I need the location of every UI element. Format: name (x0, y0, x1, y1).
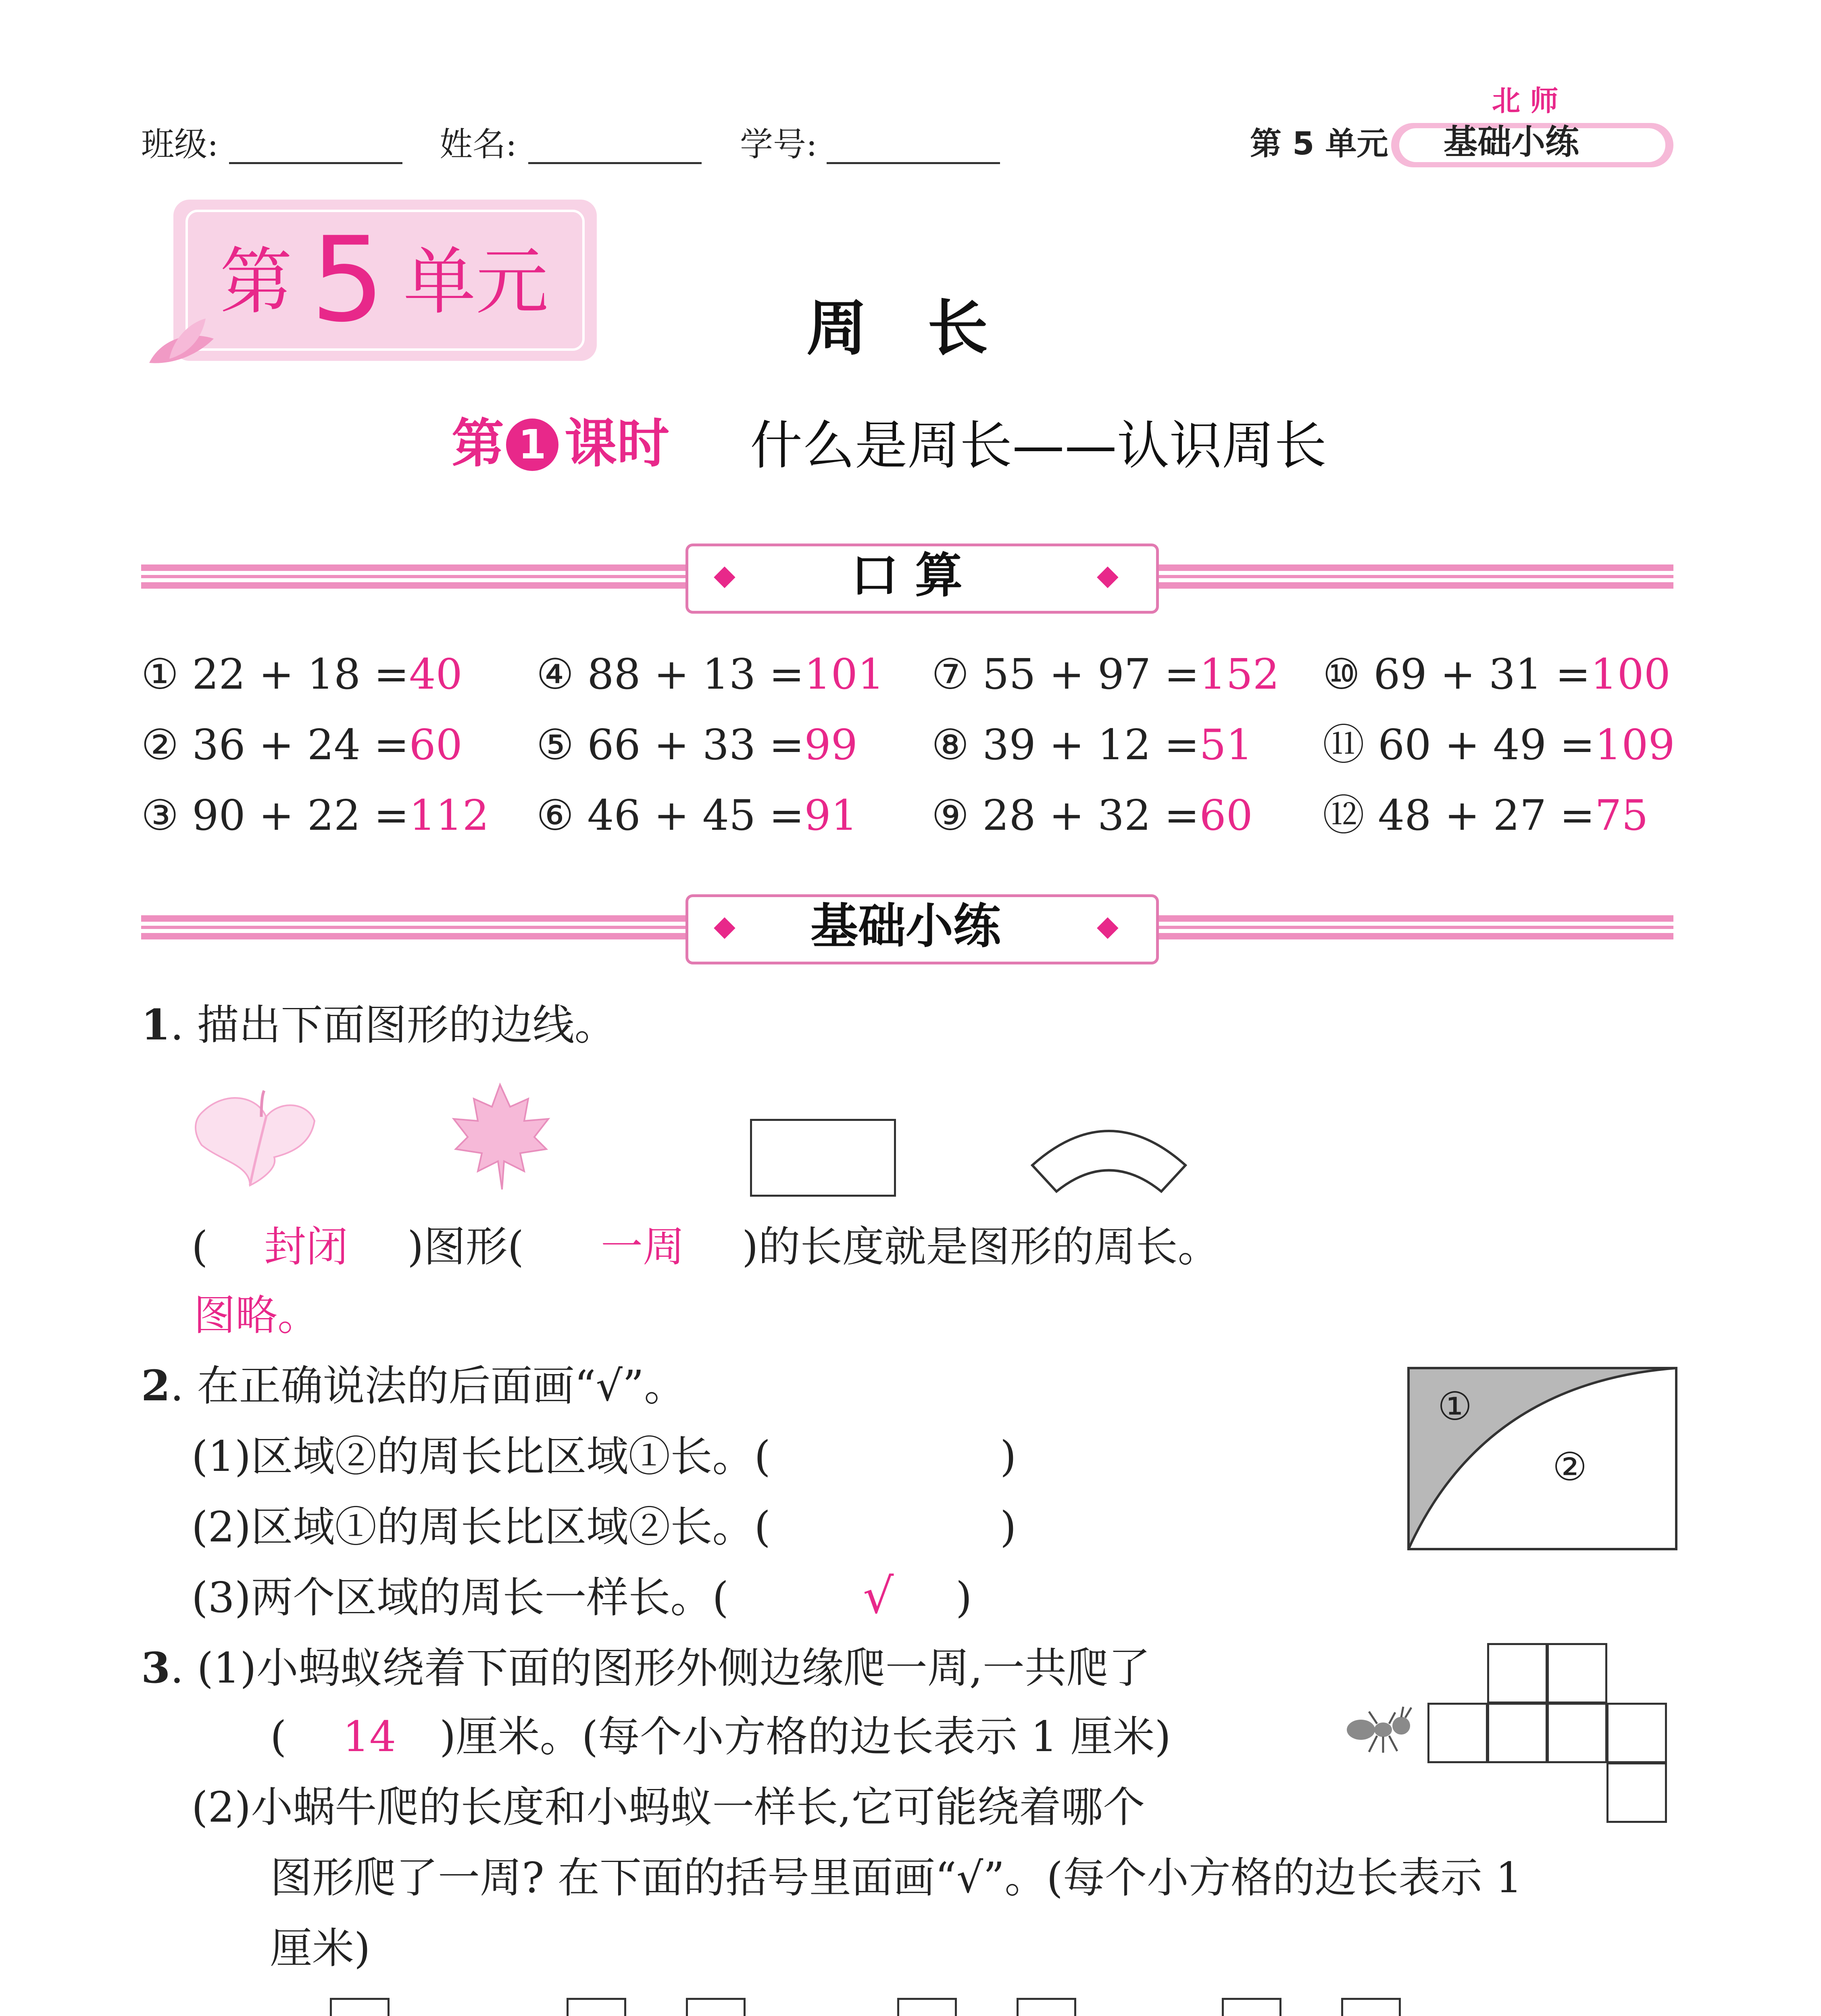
figure-cross (270, 1998, 452, 2016)
id-label: 学号: (740, 125, 817, 164)
chapter-title: 周 长 (806, 294, 988, 364)
grid-cell (1547, 1643, 1607, 1704)
q3-part1-open: ( (270, 1712, 287, 1761)
oral-problem (1323, 720, 1675, 769)
lesson-suffix: 课时 (565, 413, 670, 474)
oral-problem (931, 720, 1253, 769)
oral-problem-number: ⑪ (1323, 720, 1378, 769)
q2-close-2: ) (1000, 1502, 1017, 1552)
q3-number: 3 (141, 1643, 171, 1693)
q2-close-3: ) (956, 1573, 972, 1622)
oral-problem-expression: 22 + 18 = (192, 650, 409, 699)
section-title-basic: 基础小练 (810, 898, 1001, 954)
brand-top: 北 师 (1492, 84, 1558, 117)
lesson-prefix: 第 (452, 413, 504, 474)
grid-cell (567, 1998, 626, 2016)
unit-badge-number: 5 (310, 212, 385, 348)
oral-problem-answer: 99 (804, 720, 858, 769)
oral-problem (1323, 791, 1648, 840)
q2-prompt (141, 1361, 686, 1410)
q1-answer1: 封闭 (264, 1222, 348, 1271)
maple-leaf-icon (444, 1077, 556, 1198)
oral-problem-number: ② (141, 720, 192, 769)
rectangle-shape (750, 1119, 896, 1197)
grid-cell (1606, 1762, 1667, 1823)
q3-part1-tail: )厘米。(每个小方格的边长表示 1 厘米) (440, 1712, 1171, 1761)
grid-cell (1606, 1703, 1667, 1763)
q2-text: . 在正确说法的后面画“√”。 (170, 1361, 686, 1410)
q3-part1-prompt (141, 1643, 1150, 1693)
grid-cell (1487, 1703, 1548, 1763)
oral-problem-answer: 101 (804, 650, 884, 699)
oral-problem-expression: 60 + 49 = (1378, 720, 1595, 769)
oral-problem-answer: 51 (1199, 720, 1253, 769)
name-field[interactable] (528, 134, 702, 164)
oral-problem-number: ⑫ (1323, 791, 1378, 840)
grid-cell (1487, 1643, 1548, 1704)
q1-tail: )的长度就是图形的周长。 (742, 1222, 1220, 1271)
q2-item-3: (3)两个区域的周长一样长。( (192, 1573, 729, 1622)
q2-number: 2 (141, 1361, 171, 1410)
diamond-icon: ◆ (714, 558, 735, 591)
oral-problem-expression: 28 + 32 = (982, 791, 1200, 840)
q2-item-2: (2)区域①的周长比区域②长。( (192, 1502, 771, 1552)
ant-figure (1427, 1643, 1669, 1829)
oral-problem-number: ⑦ (931, 650, 983, 699)
q1-note: 图略。 (194, 1291, 320, 1340)
region-1-label: ① (1438, 1384, 1473, 1429)
oral-problem-number: ⑤ (536, 720, 588, 769)
oral-problem-expression: 55 + 97 = (982, 650, 1200, 699)
class-label: 班级: (141, 125, 219, 164)
oral-problem-number: ⑨ (931, 791, 983, 840)
oral-problem-answer: 109 (1595, 720, 1675, 769)
oral-problem-expression: 39 + 12 = (982, 720, 1200, 769)
diamond-icon: ◆ (1097, 909, 1119, 942)
brand-main: 基础小练 (1444, 122, 1579, 162)
oral-problem-expression: 48 + 27 = (1378, 791, 1595, 840)
oral-problem-expression: 90 + 22 = (192, 791, 409, 840)
diamond-icon: ◆ (714, 909, 735, 942)
oral-problem-number: ⑩ (1323, 650, 1374, 699)
oral-problem (931, 791, 1253, 840)
grid-cell (1341, 1998, 1401, 2016)
q2-close-1: ) (1000, 1432, 1017, 1481)
oral-problem (141, 720, 463, 769)
q1-middle: )图形( (407, 1222, 524, 1271)
grid-cell (897, 1998, 957, 2016)
oral-problem-expression: 66 + 33 = (587, 720, 804, 769)
diamond-icon: ◆ (1097, 558, 1119, 591)
figure-step-shape (897, 1998, 1079, 2016)
grid-cell (1427, 1703, 1488, 1763)
grid-cell (330, 1998, 390, 2016)
grid-cell (1222, 1998, 1281, 2016)
q2-answer-3: √ (863, 1568, 894, 1624)
oral-problem-number: ③ (141, 791, 192, 840)
region-2-label: ② (1552, 1444, 1588, 1489)
class-field[interactable] (229, 134, 402, 164)
q3-part2-line3: 厘米) (270, 1924, 371, 1973)
oral-problem-answer: 91 (804, 791, 858, 840)
q3-part1-answer: 14 (343, 1712, 396, 1761)
oral-problem-answer: 60 (409, 720, 463, 769)
q1-text: . 描出下面图形的边线。 (170, 1000, 617, 1050)
oral-problem (536, 720, 858, 769)
q3-part2-line1: (2)小蜗牛爬的长度和小蚂蚁一样长,它可能绕着哪个 (192, 1783, 1145, 1832)
grid-cell (1547, 1703, 1607, 1763)
oral-problem-answer: 100 (1590, 650, 1671, 699)
oral-problem-answer: 75 (1595, 791, 1648, 840)
oral-problem (536, 650, 884, 699)
unit-label: 第 5 单元 (1250, 126, 1388, 162)
oral-problem-number: ① (141, 650, 192, 699)
oral-problem-answer: 40 (409, 650, 463, 699)
section-title-oral: 口 算 (851, 548, 963, 603)
oral-problem-number: ⑧ (931, 720, 983, 769)
oral-problem-answer: 152 (1199, 650, 1279, 699)
id-field[interactable] (827, 134, 1000, 164)
leaf-shape-icon (190, 1085, 323, 1189)
oral-problem-expression: 88 + 13 = (587, 650, 804, 699)
oral-problem-expression: 46 + 45 = (587, 791, 804, 840)
oral-problem-number: ④ (536, 650, 588, 699)
q1-number: 1 (141, 1000, 171, 1050)
q1-open: ( (192, 1222, 208, 1271)
leaf-decoration-icon (145, 314, 226, 371)
oral-problem (141, 650, 463, 699)
figure-h-shape (1222, 1998, 1403, 2016)
ant-icon (1345, 1704, 1421, 1756)
q1-answer2: 一周 (601, 1222, 685, 1271)
unit-badge-prefix: 第 (220, 240, 293, 324)
oral-problem-answer: 112 (409, 791, 489, 840)
oral-problem-expression: 36 + 24 = (192, 720, 409, 769)
lesson-number: 1 (506, 419, 558, 471)
oral-problem-answer: 60 (1199, 791, 1253, 840)
q3-part1-text: . (1)小蚂蚁绕着下面的图形外侧边缘爬一周,一共爬了 (170, 1643, 1150, 1693)
oral-problem (1323, 650, 1671, 699)
oral-problem (141, 791, 489, 840)
oral-problem-number: ⑥ (536, 791, 588, 840)
oral-problem (536, 791, 858, 840)
q1-prompt (141, 1000, 617, 1050)
lesson-title: 什么是周长——认识周长 (750, 415, 1327, 476)
oral-problem (931, 650, 1279, 699)
oral-problem-expression: 69 + 31 = (1373, 650, 1591, 699)
q2-item-1: (1)区域②的周长比区域①长。( (192, 1432, 771, 1481)
figure-u-shape (567, 1998, 748, 2016)
fan-shape-icon (1028, 1113, 1190, 1198)
name-label: 姓名: (440, 125, 517, 164)
q3-part2-line2: 图形爬了一周? 在下面的括号里面画“√”。(每个小方格的边长表示 1 (270, 1853, 1523, 1902)
unit-badge-suffix: 单元 (403, 240, 549, 324)
grid-cell (1017, 1998, 1076, 2016)
grid-cell (686, 1998, 746, 2016)
